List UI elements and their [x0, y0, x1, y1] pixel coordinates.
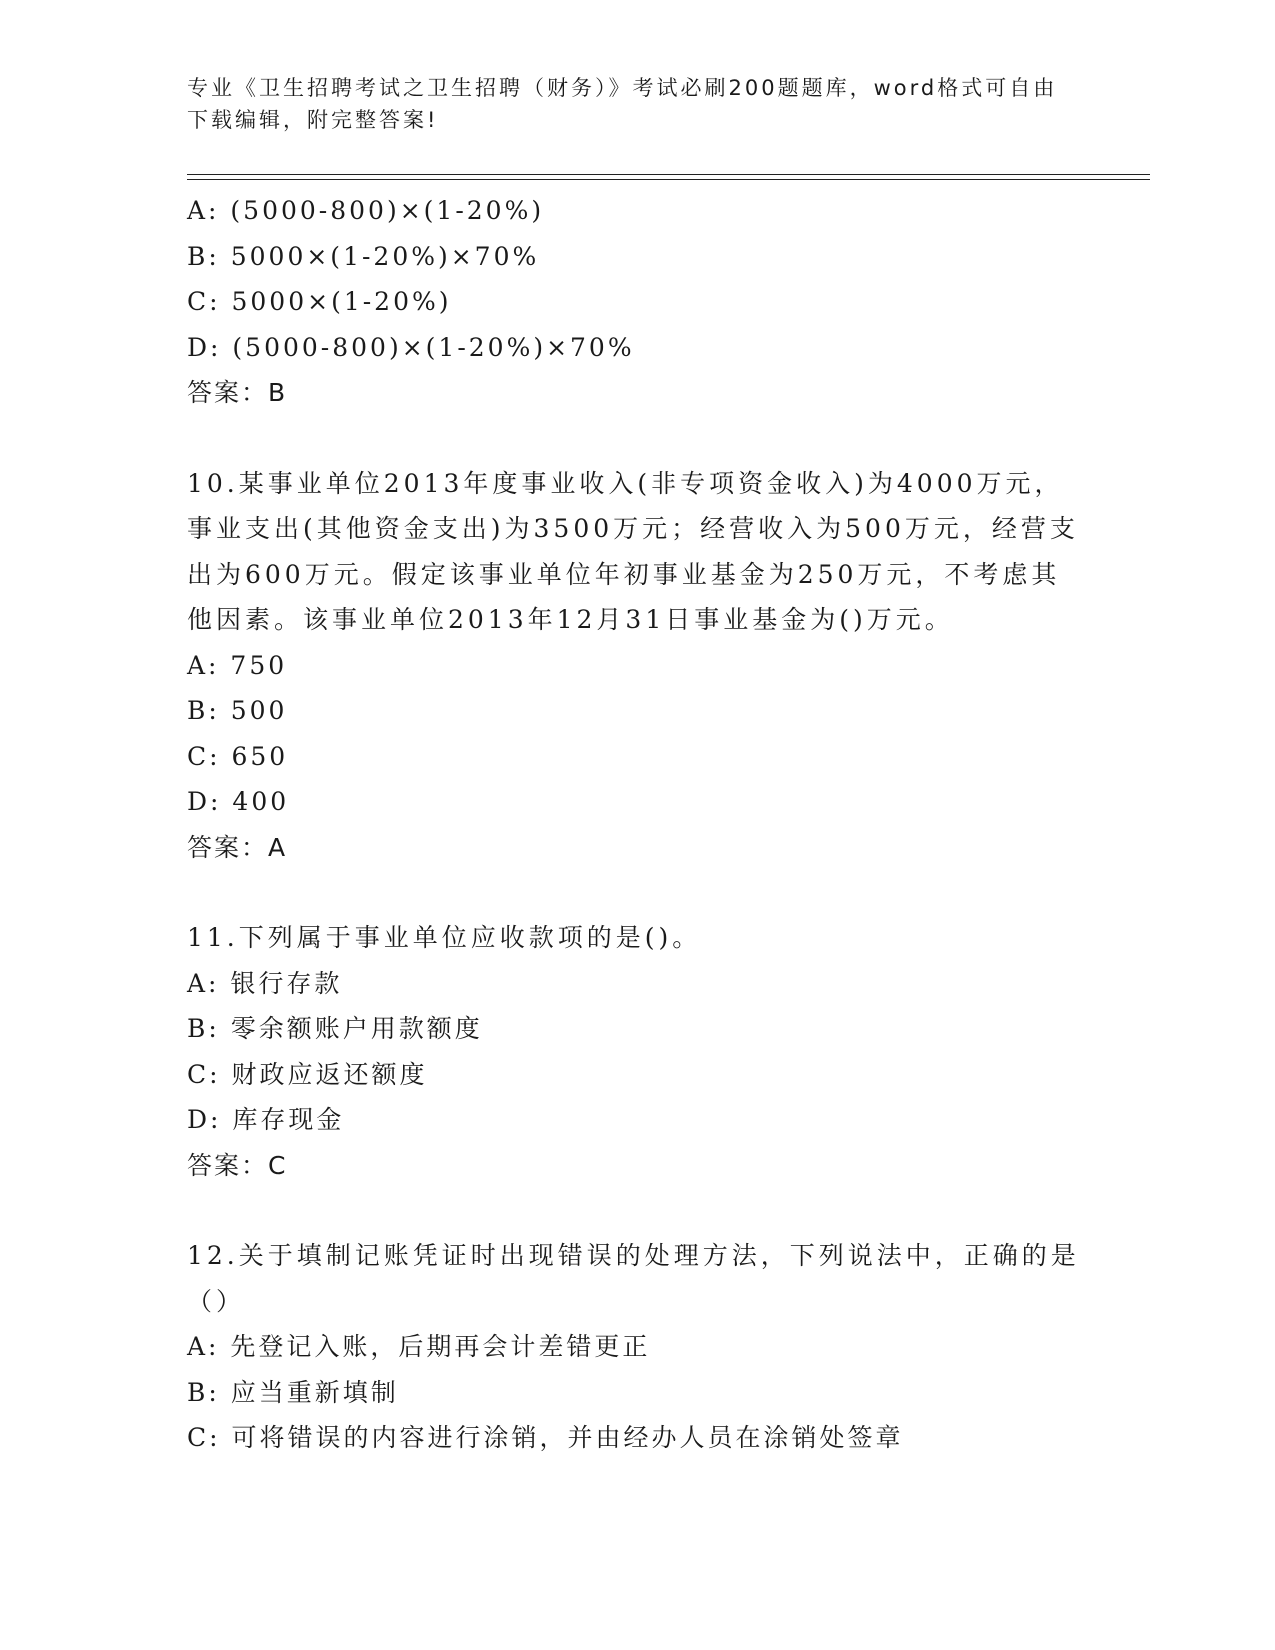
option-b: B: 5000×(1-20%)×70%	[187, 241, 540, 271]
answer-line: 答案：B	[187, 378, 288, 407]
option-a: A: 先登记入账，后期再会计差错更正	[187, 1332, 651, 1361]
document-header: 专业《卫生招聘考试之卫生招聘（财务）》考试必刷200题题库，word格式可自由下载编辑，附完整答案!	[187, 76, 1058, 132]
spacer	[187, 1188, 1087, 1233]
option-c: C: 650	[187, 741, 289, 771]
option-c: C: 财政应返还额度	[187, 1059, 428, 1089]
question-12-block	[187, 1233, 1087, 1461]
header-divider-bottom	[187, 179, 1150, 180]
option-b: B: 500	[187, 696, 288, 725]
spacer	[187, 870, 1087, 915]
spacer	[187, 416, 1087, 461]
option-a: A: 750	[187, 650, 288, 680]
option-b: B: 应当重新填制	[187, 1377, 399, 1407]
option-a: A: (5000-800)×(1-20%)	[187, 196, 545, 225]
option-c: C: 可将错误的内容进行涂销，并由经办人员在涂销处签章	[187, 1423, 904, 1452]
question-text: 11.下列属于事业单位应收款项的是()。	[187, 923, 702, 952]
header-divider-top	[187, 174, 1150, 175]
option-a: A: 银行存款	[187, 968, 343, 998]
option-b: B: 零余额账户用款额度	[187, 1014, 483, 1043]
question-text: 12.关于填制记账凭证时出现错误的处理方法，下列说法中，正确的是（）	[187, 1241, 1080, 1316]
document-body	[187, 188, 1087, 1461]
option-d: D: 库存现金	[187, 1105, 345, 1134]
answer-line: 答案：A	[187, 832, 288, 862]
option-d: D: 400	[187, 787, 290, 816]
question-9-block	[187, 188, 1087, 416]
option-c: C: 5000×(1-20%)	[187, 287, 452, 316]
question-10-block	[187, 461, 1087, 871]
answer-line: 答案：C	[187, 1150, 288, 1180]
question-text: 10.某事业单位2013年度事业收入(非专项资金收入)为4000万元，事业支出(其他资金支出)为3500万元；经营收入为500万元，经营支出为600万元。假定该事业单位年初事业基金为250万元，不考虑其他因素。该事业单位2013年12月31日事业基金为()万元。	[187, 468, 1079, 634]
option-d: D: (5000-800)×(1-20%)×70%	[187, 332, 635, 362]
question-11-block	[187, 915, 1087, 1188]
